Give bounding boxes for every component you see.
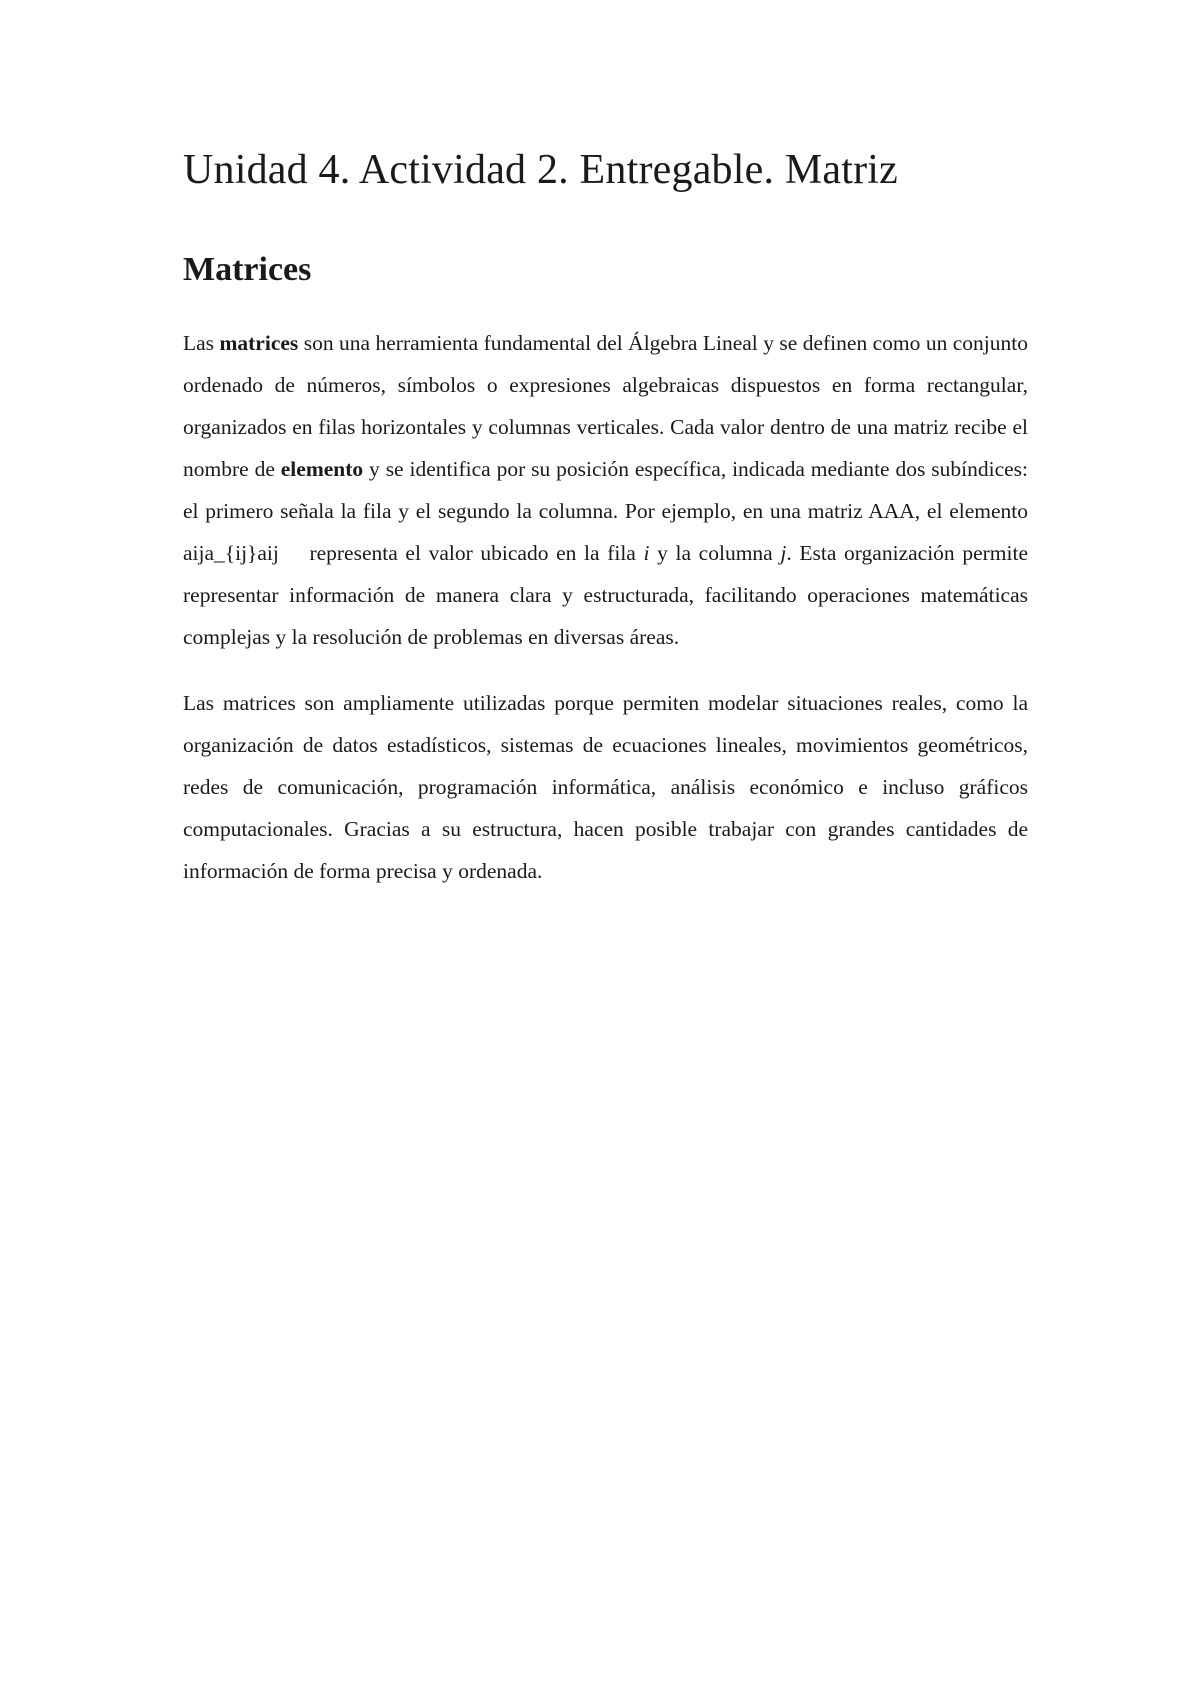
paragraph-applications: Las matrices son ampliamente utilizadas porque permiten modelar situaciones reales, como la organización de datos estadísticos, sistemas de ecuaciones lineales, movimientos geométricos, redes de comunicación, programación informática, análisis económico e incluso gráficos computacionales. Gracias a su estructura, hacen posible trabajar con grandes cantidades de información de forma precisa y ordenada. (183, 691, 1028, 883)
paragraph-text: y la columna (649, 541, 781, 565)
paragraph-definition (183, 322, 1028, 658)
italic-index-i: i (643, 541, 650, 565)
bold-term-matrices: matrices (219, 331, 299, 355)
paragraph-text: y se identifica por su posición específica, indicada mediante dos subíndices: el primero señala la fila y el segundo la columna. Por ejemplo, en una matriz AAA, el elemento aija_{ij}aij representa el valor ubicado en la fila (183, 457, 1028, 565)
document-title: Unidad 4. Actividad 2. Entregable. Matriz (183, 147, 899, 193)
italic-index-j: j (780, 541, 787, 565)
bold-term-elemento: elemento (280, 457, 364, 481)
paragraph-text: Las (183, 331, 220, 355)
section-heading: Matrices (183, 251, 312, 288)
document-content (183, 140, 1028, 892)
paragraph-text: . Esta organización permite representar información de manera clara y estructurada, facilitando operaciones matemáticas complejas y la resolución de problemas en diversas áreas. (183, 541, 1028, 649)
paragraph-text: son una herramienta fundamental del Álgebra Lineal y se definen como un conjunto ordenado de números, símbolos o expresiones algebraicas dispuestos en forma rectangular, organizados en filas horizontales y columnas verticales. Cada valor dentro de una matriz recibe el nombre de (183, 331, 1028, 481)
